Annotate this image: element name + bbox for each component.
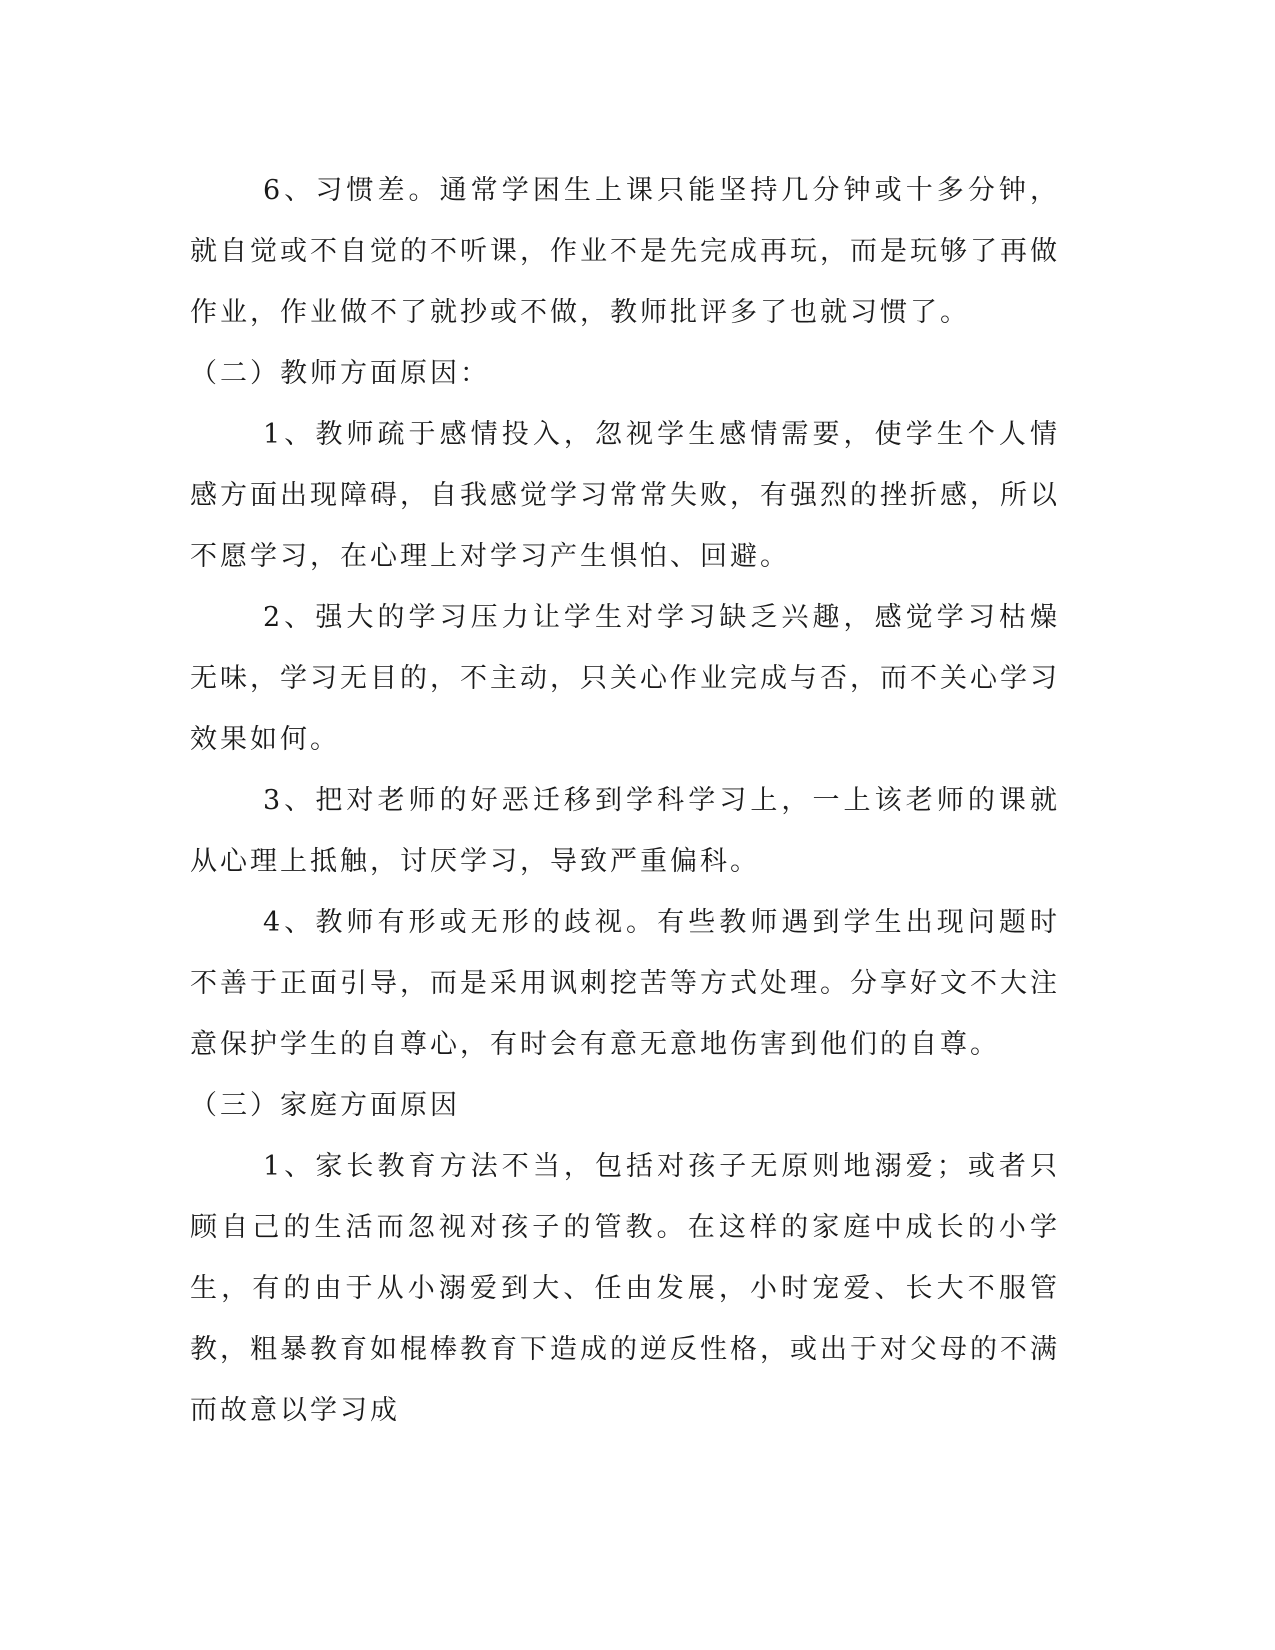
paragraph-teacher-2: 2、强大的学习压力让学生对学习缺乏兴趣，感觉学习枯燥无味，学习无目的，不主动，只关心作业完成与否，而不关心学习效果如何。 [190,602,1060,755]
paragraph-teacher-4: 4、教师有形或无形的歧视。有些教师遇到学生出现问题时不善于正面引导，而是采用讽刺挖苦等方式处理。分享好文不大注意保护学生的自尊心，有时会有意无意地伤害到他们的自尊。 [190,907,1060,1060]
paragraph-teacher-1: 1、教师疏于感情投入，忽视学生感情需要，使学生个人情感方面出现障碍，自我感觉学习常常失败，有强烈的挫折感，所以不愿学习，在心理上对学习产生惧怕、回避。 [190,419,1060,572]
paragraph-habit: 6、习惯差。通常学困生上课只能坚持几分钟或十多分钟，就自觉或不自觉的不听课，作业不是先完成再玩，而是玩够了再做作业，作业做不了就抄或不做，教师批评多了也就习惯了。 [190,175,1060,328]
section-heading-teacher: （二）教师方面原因： [190,358,490,389]
document-body [190,160,1060,1441]
paragraph-teacher-3: 3、把对老师的好恶迁移到学科学习上，一上该老师的课就从心理上抵触，讨厌学习，导致严重偏科。 [190,785,1060,877]
paragraph-family-1: 1、家长教育方法不当，包括对孩子无原则地溺爱；或者只顾自己的生活而忽视对孩子的管教。在这样的家庭中成长的小学生，有的由于从小溺爱到大、任由发展，小时宠爱、长大不服管教，粗暴教育如棍棒教育下造成的逆反性格，或出于对父母的不满而故意以学习成 [190,1151,1060,1426]
section-heading-family: （三）家庭方面原因 [190,1090,460,1121]
